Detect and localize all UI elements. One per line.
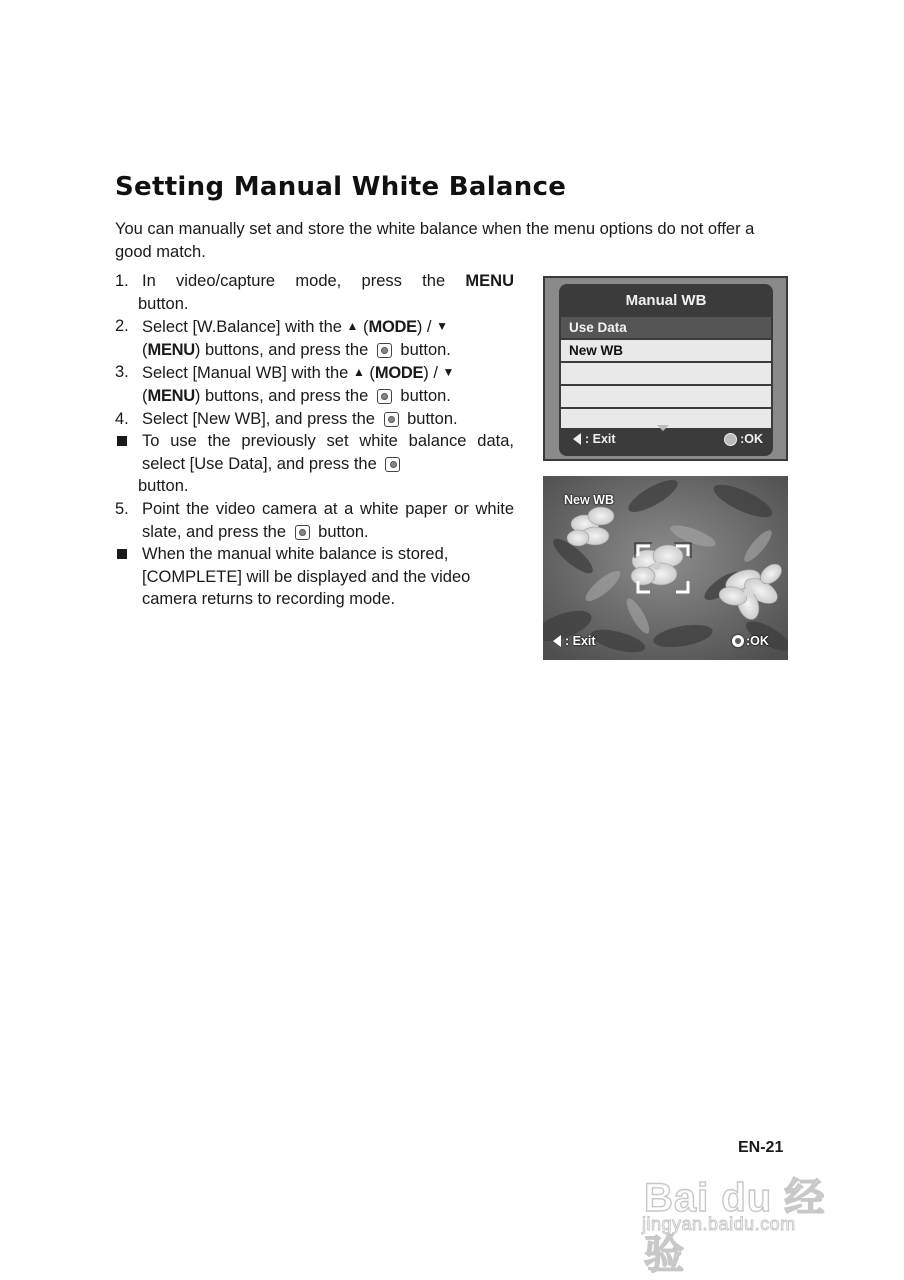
bullet-square-icon [117,549,127,559]
ok-button-icon [377,389,392,404]
new-wb-label: New WB [564,493,614,507]
up-arrow-icon: ▲ [346,319,359,334]
menu-item-empty [561,386,771,407]
manual-wb-menu-screenshot [543,276,788,461]
ok-button-icon [724,433,737,446]
mode-key-label: MODE [368,318,417,337]
baidu-watermark [640,1158,860,1277]
up-arrow-icon: ▲ [352,365,365,380]
left-arrow-icon [553,635,561,647]
step-number: 1. [115,272,129,290]
down-arrow-icon: ▼ [442,365,455,380]
note-use-data: To use the previously set white balance data, select [Use Data], and press the button. [115,430,514,498]
menu-item-new-wb[interactable]: New WB [561,340,771,361]
exit-hint: : Exit [573,432,616,446]
menu-key-label: MENU [147,386,195,405]
menu-key-label: MENU [147,340,195,359]
step-number: 2. [115,317,129,336]
menu-item-empty [561,363,771,384]
page-title: Setting Manual White Balance [115,172,567,202]
watermark-brand: Bai du 经验 [644,1176,826,1277]
step-number: 4. [115,409,129,428]
new-wb-viewfinder-screenshot [543,476,788,660]
step-number: 5. [115,499,129,518]
step-3: 3. Select [Manual WB] with the ▲ (MODE) / ▼ (MENU) buttons, and press the button. [115,363,455,405]
step-5: 5. Point the video camera at a white paper or white slate, and press the button. [115,499,514,541]
note-complete: When the manual white balance is stored, [COMPLETE] will be displayed and the video camera returns to recording mode. [115,543,514,611]
mode-key-label: MODE [374,364,424,383]
exit-hint: : Exit [553,634,596,648]
step-2: 2. Select [W.Balance] with the ▲ (MODE) / ▼ (MENU) buttons, and press the button. [115,317,451,359]
ok-hint: :OK [732,634,769,648]
step-1: 1. In video/capture mode, press the MENU button. [115,272,514,313]
menu-key-label: MENU [465,272,514,290]
down-arrow-icon: ▼ [436,319,448,334]
ok-button-icon [385,457,400,472]
ok-button-icon [377,343,392,358]
intro-paragraph: You can manually set and store the white balance when the menu options do not offer a good match. [115,220,755,261]
step-number: 3. [115,363,129,382]
lcd-display [559,284,773,456]
ok-button-icon [732,635,744,647]
bullet-square-icon [117,436,127,446]
steps-list [115,270,514,611]
page-number: EN-21 [738,1139,784,1156]
left-arrow-icon [573,433,581,445]
menu-item-use-data[interactable]: Use Data [561,317,771,338]
ok-button-icon [295,525,310,540]
ok-button-icon [384,412,399,427]
watermark-url: jingyan.baidu.com [642,1214,796,1234]
ok-hint: :OK [724,432,763,446]
scroll-down-icon [657,425,669,431]
menu-title: Manual WB [625,292,707,309]
step-4: 4. Select [New WB], and press the button. [115,408,514,431]
